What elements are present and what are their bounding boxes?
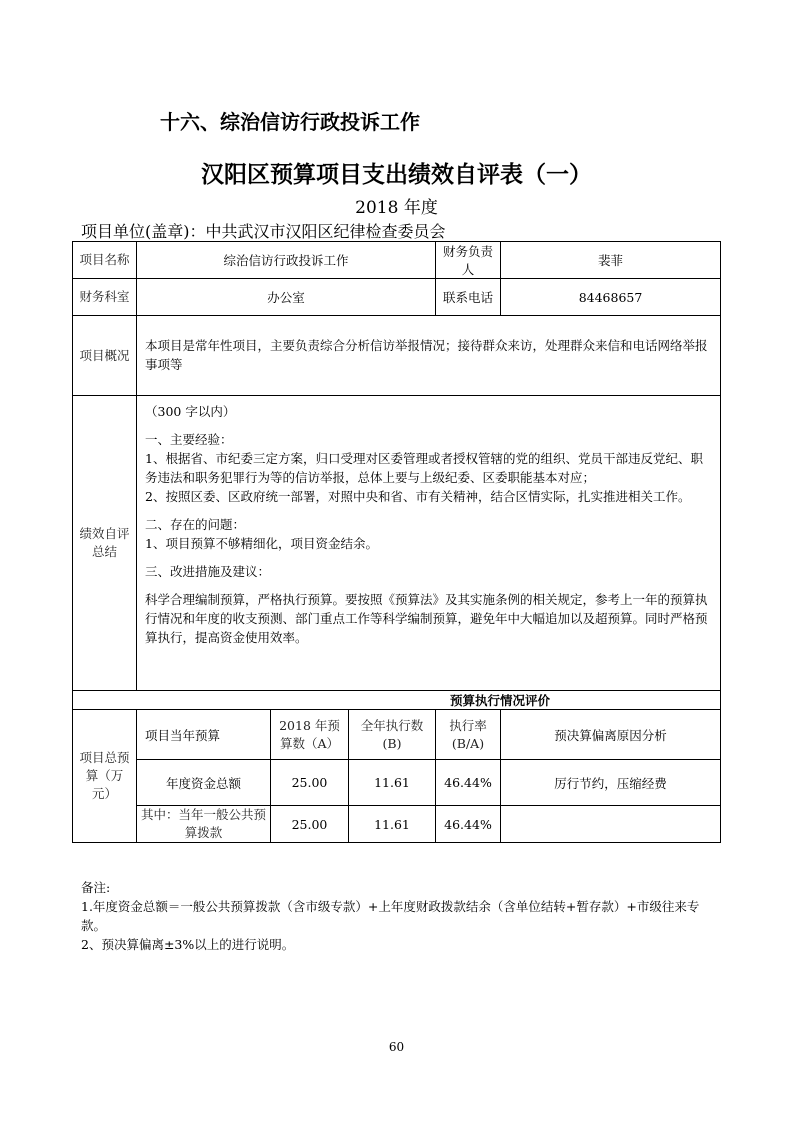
column-header: 执行率(B/A) — [436, 710, 501, 760]
column-header: 全年执行数(B) — [349, 710, 436, 760]
report-year: 2018 年度 — [355, 198, 438, 218]
finance-head-label: 财务负责人 — [436, 242, 501, 279]
budget-cell: 25.00 — [271, 806, 349, 843]
note-item: 2、预决算偏离±3%以上的进行说明。 — [81, 937, 295, 952]
summary-content — [137, 396, 721, 691]
item-cell: 其中：当年一般公共预算拨款 — [137, 806, 271, 843]
evaluation-header-row — [73, 691, 721, 710]
rate-cell: 46.44% — [436, 760, 501, 806]
item-cell: 年度资金总额 — [137, 760, 271, 806]
summary-paragraph: 1、项目预算不够精细化，项目资金结余。 — [145, 536, 378, 551]
table-row — [73, 760, 721, 806]
summary-heading-experience: 一、主要经验： — [145, 432, 233, 447]
evaluation-header: 预算执行情况评价 — [73, 691, 721, 710]
rate-cell: 46.44% — [436, 806, 501, 843]
total-budget-label: 项目总预算（万元） — [73, 710, 137, 843]
column-header: 预决算偏离原因分析 — [501, 710, 721, 760]
finance-head-value: 裴菲 — [501, 242, 721, 279]
project-unit-line: 项目单位(盖章)：中共武汉市汉阳区纪律检查委员会 — [81, 222, 446, 241]
overview-text: 本项目是常年性项目，主要负责综合分析信访举报情况；接待群众来访，处理群众来信和电话网络举报事项等 — [137, 316, 721, 396]
notes — [81, 878, 721, 954]
summary-paragraph: 2、按照区委、区政府统一部署，对照中央和省、市有关精神，结合区情实际，扎实推进相关工作。 — [145, 489, 691, 504]
phone-value: 84468657 — [501, 279, 721, 316]
actual-cell: 11.61 — [349, 806, 436, 843]
summary-label: 绩效自评总结 — [73, 396, 137, 691]
self-evaluation-table — [72, 241, 721, 843]
column-header: 2018 年预算数（A） — [271, 710, 349, 760]
reason-cell — [501, 806, 721, 843]
summary-paragraph: 科学合理编制预算，严格执行预算。要按照《预算法》及其实施条例的相关规定，参考上一年的预算执行情况和年度的收支预测、部门重点工作等科学编制预算，避免年中大幅追加以及超预算。同时严格预算执行，提高资金使用效率。 — [145, 592, 708, 645]
project-name-value: 综治信访行政投诉工作 — [137, 242, 436, 279]
notes-title: 备注: — [81, 880, 111, 895]
evaluation-columns-row — [73, 710, 721, 760]
page-number: 60 — [388, 1040, 405, 1054]
table-row — [73, 806, 721, 843]
reason-cell: 厉行节约，压缩经费 — [501, 760, 721, 806]
phone-label: 联系电话 — [436, 279, 501, 316]
summary-row — [73, 396, 721, 691]
finance-dept-value: 办公室 — [137, 279, 436, 316]
finance-dept-row — [73, 279, 721, 316]
overview-row — [73, 316, 721, 396]
summary-heading-improvements: 三、改进措施及建议： — [145, 564, 271, 579]
finance-dept-label: 财务科室 — [73, 279, 137, 316]
actual-cell: 11.61 — [349, 760, 436, 806]
summary-limit: （300 字以内） — [145, 404, 236, 419]
note-item: 1.年度资金总额＝一般公共预算拨款（含市级专款）+上年度财政拨款结余（含单位结转+暂存款）+市级往来专款。 — [81, 899, 700, 933]
budget-cell: 25.00 — [271, 760, 349, 806]
document-title: 汉阳区预算项目支出绩效自评表（一） — [201, 161, 592, 188]
project-name-row — [73, 242, 721, 279]
column-header: 项目当年预算 — [137, 710, 271, 760]
project-name-label: 项目名称 — [73, 242, 137, 279]
summary-heading-problems: 二、存在的问题： — [145, 517, 246, 532]
overview-label: 项目概况 — [73, 316, 137, 396]
summary-paragraph: 1、根据省、市纪委三定方案，归口受理对区委管理或者授权管辖的党的组织、党员干部违反党纪、职务违法和职务犯罪行为等的信访举报，总体上要与上级纪委、区委职能基本对应； — [145, 451, 703, 485]
section-heading: 十六、综治信访行政投诉工作 — [160, 110, 420, 134]
